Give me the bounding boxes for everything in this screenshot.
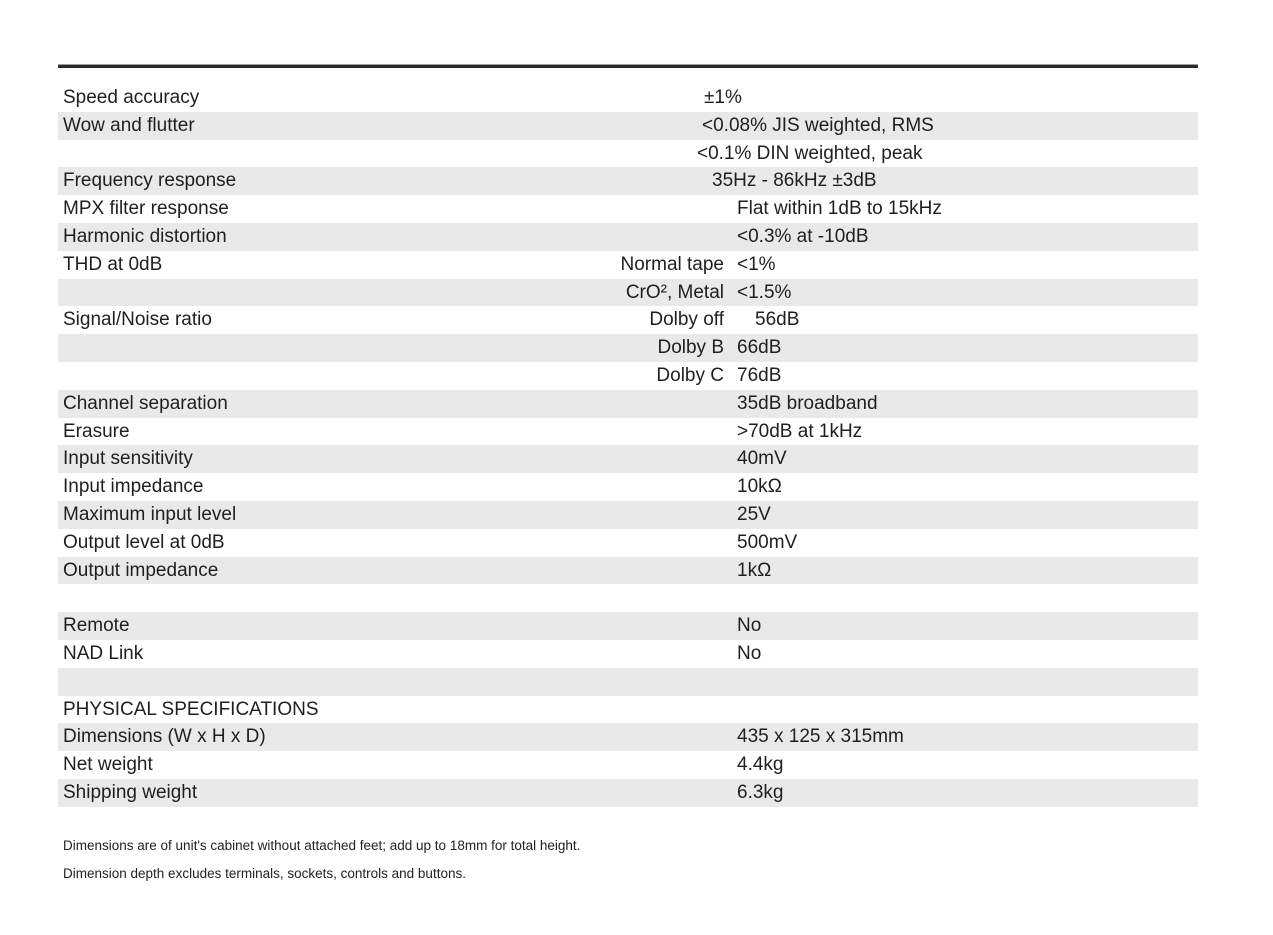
spec-row — [58, 696, 1198, 724]
spec-value: 66dB — [737, 337, 782, 359]
spec-sublabel: Dolby C — [656, 364, 724, 386]
spec-value: 40mV — [737, 448, 787, 470]
spec-row — [58, 390, 1198, 418]
spec-row — [58, 195, 1198, 223]
spec-value: 10kΩ — [737, 476, 782, 498]
footnote-dimension-depth: Dimension depth excludes terminals, sockets, controls and buttons. — [63, 866, 466, 881]
footnote-dimensions-feet: Dimensions are of unit's cabinet without attached feet; add up to 18mm for total height. — [63, 838, 581, 853]
spec-value: 6.3kg — [737, 781, 784, 803]
spec-value: <1% — [737, 253, 776, 275]
spec-row — [58, 529, 1198, 557]
spec-label: Erasure — [63, 420, 130, 442]
spec-value: <0.1% DIN weighted, peak — [697, 142, 923, 164]
spec-row — [58, 223, 1198, 251]
spec-label: Output level at 0dB — [63, 531, 225, 553]
spec-row — [58, 306, 1198, 334]
spec-value: 25V — [737, 503, 771, 525]
spec-value: 76dB — [737, 364, 782, 386]
spec-row — [58, 334, 1198, 362]
spec-row — [58, 362, 1198, 390]
spec-label: Signal/Noise ratio — [63, 309, 212, 331]
spec-sublabel: Dolby B — [657, 337, 724, 359]
spec-label: Remote — [63, 615, 130, 637]
spec-row — [58, 473, 1198, 501]
spec-row — [58, 640, 1198, 668]
spec-label: NAD Link — [63, 642, 144, 664]
spec-value: 500mV — [737, 531, 798, 553]
spec-row — [58, 418, 1198, 446]
spec-value: 35dB broadband — [737, 392, 878, 414]
spec-row — [58, 584, 1198, 612]
spec-row — [58, 779, 1198, 807]
spec-value: <0.3% at -10dB — [737, 225, 869, 247]
spec-label: Output impedance — [63, 559, 219, 581]
spec-sublabel: Dolby off — [649, 309, 724, 331]
spec-label: Shipping weight — [63, 781, 198, 803]
spec-label: Channel separation — [63, 392, 228, 414]
spec-sublabel: CrO², Metal — [625, 281, 724, 303]
spec-value: >70dB at 1kHz — [737, 420, 863, 442]
spec-row — [58, 557, 1198, 585]
section-divider-rule — [58, 64, 1198, 68]
spec-value: Flat within 1dB to 15kHz — [737, 198, 942, 220]
spec-label: Input sensitivity — [63, 448, 193, 470]
spec-row — [58, 723, 1198, 751]
spec-value: <1.5% — [737, 281, 792, 303]
spec-row — [58, 751, 1198, 779]
spec-row — [58, 612, 1198, 640]
spec-value: 4.4kg — [737, 754, 784, 776]
spec-value: 56dB — [755, 309, 800, 331]
spec-row — [58, 167, 1198, 195]
spec-label: Net weight — [63, 754, 153, 776]
spec-value: 1kΩ — [737, 559, 772, 581]
spec-sublabel: Normal tape — [620, 253, 724, 275]
spec-value: No — [737, 615, 762, 637]
spec-row — [58, 445, 1198, 473]
spec-label: Frequency response — [63, 170, 237, 192]
spec-row — [58, 279, 1198, 307]
section-heading: PHYSICAL SPECIFICATIONS — [63, 698, 319, 720]
spec-label: Speed accuracy — [63, 87, 200, 108]
spec-row — [58, 668, 1198, 696]
spec-row — [58, 251, 1198, 279]
spec-value: No — [737, 642, 762, 664]
spec-label: THD at 0dB — [63, 253, 163, 275]
spec-label: Maximum input level — [63, 503, 237, 525]
spec-value: 35Hz - 86kHz ±3dB — [712, 170, 877, 192]
spec-label: Input impedance — [63, 476, 204, 498]
spec-row — [58, 140, 1198, 168]
spec-value: 435 x 125 x 315mm — [737, 726, 904, 748]
spec-row — [58, 501, 1198, 529]
spec-value: <0.08% JIS weighted, RMS — [702, 114, 934, 136]
spec-label: Wow and flutter — [63, 114, 195, 136]
spec-table — [58, 84, 1198, 807]
spec-label: Harmonic distortion — [63, 225, 227, 247]
spec-label: MPX filter response — [63, 198, 229, 220]
spec-value: ±1% — [704, 87, 742, 108]
spec-row — [58, 84, 1198, 112]
footnotes — [63, 836, 580, 892]
spec-row — [58, 112, 1198, 140]
spec-label: Dimensions (W x H x D) — [63, 726, 266, 748]
